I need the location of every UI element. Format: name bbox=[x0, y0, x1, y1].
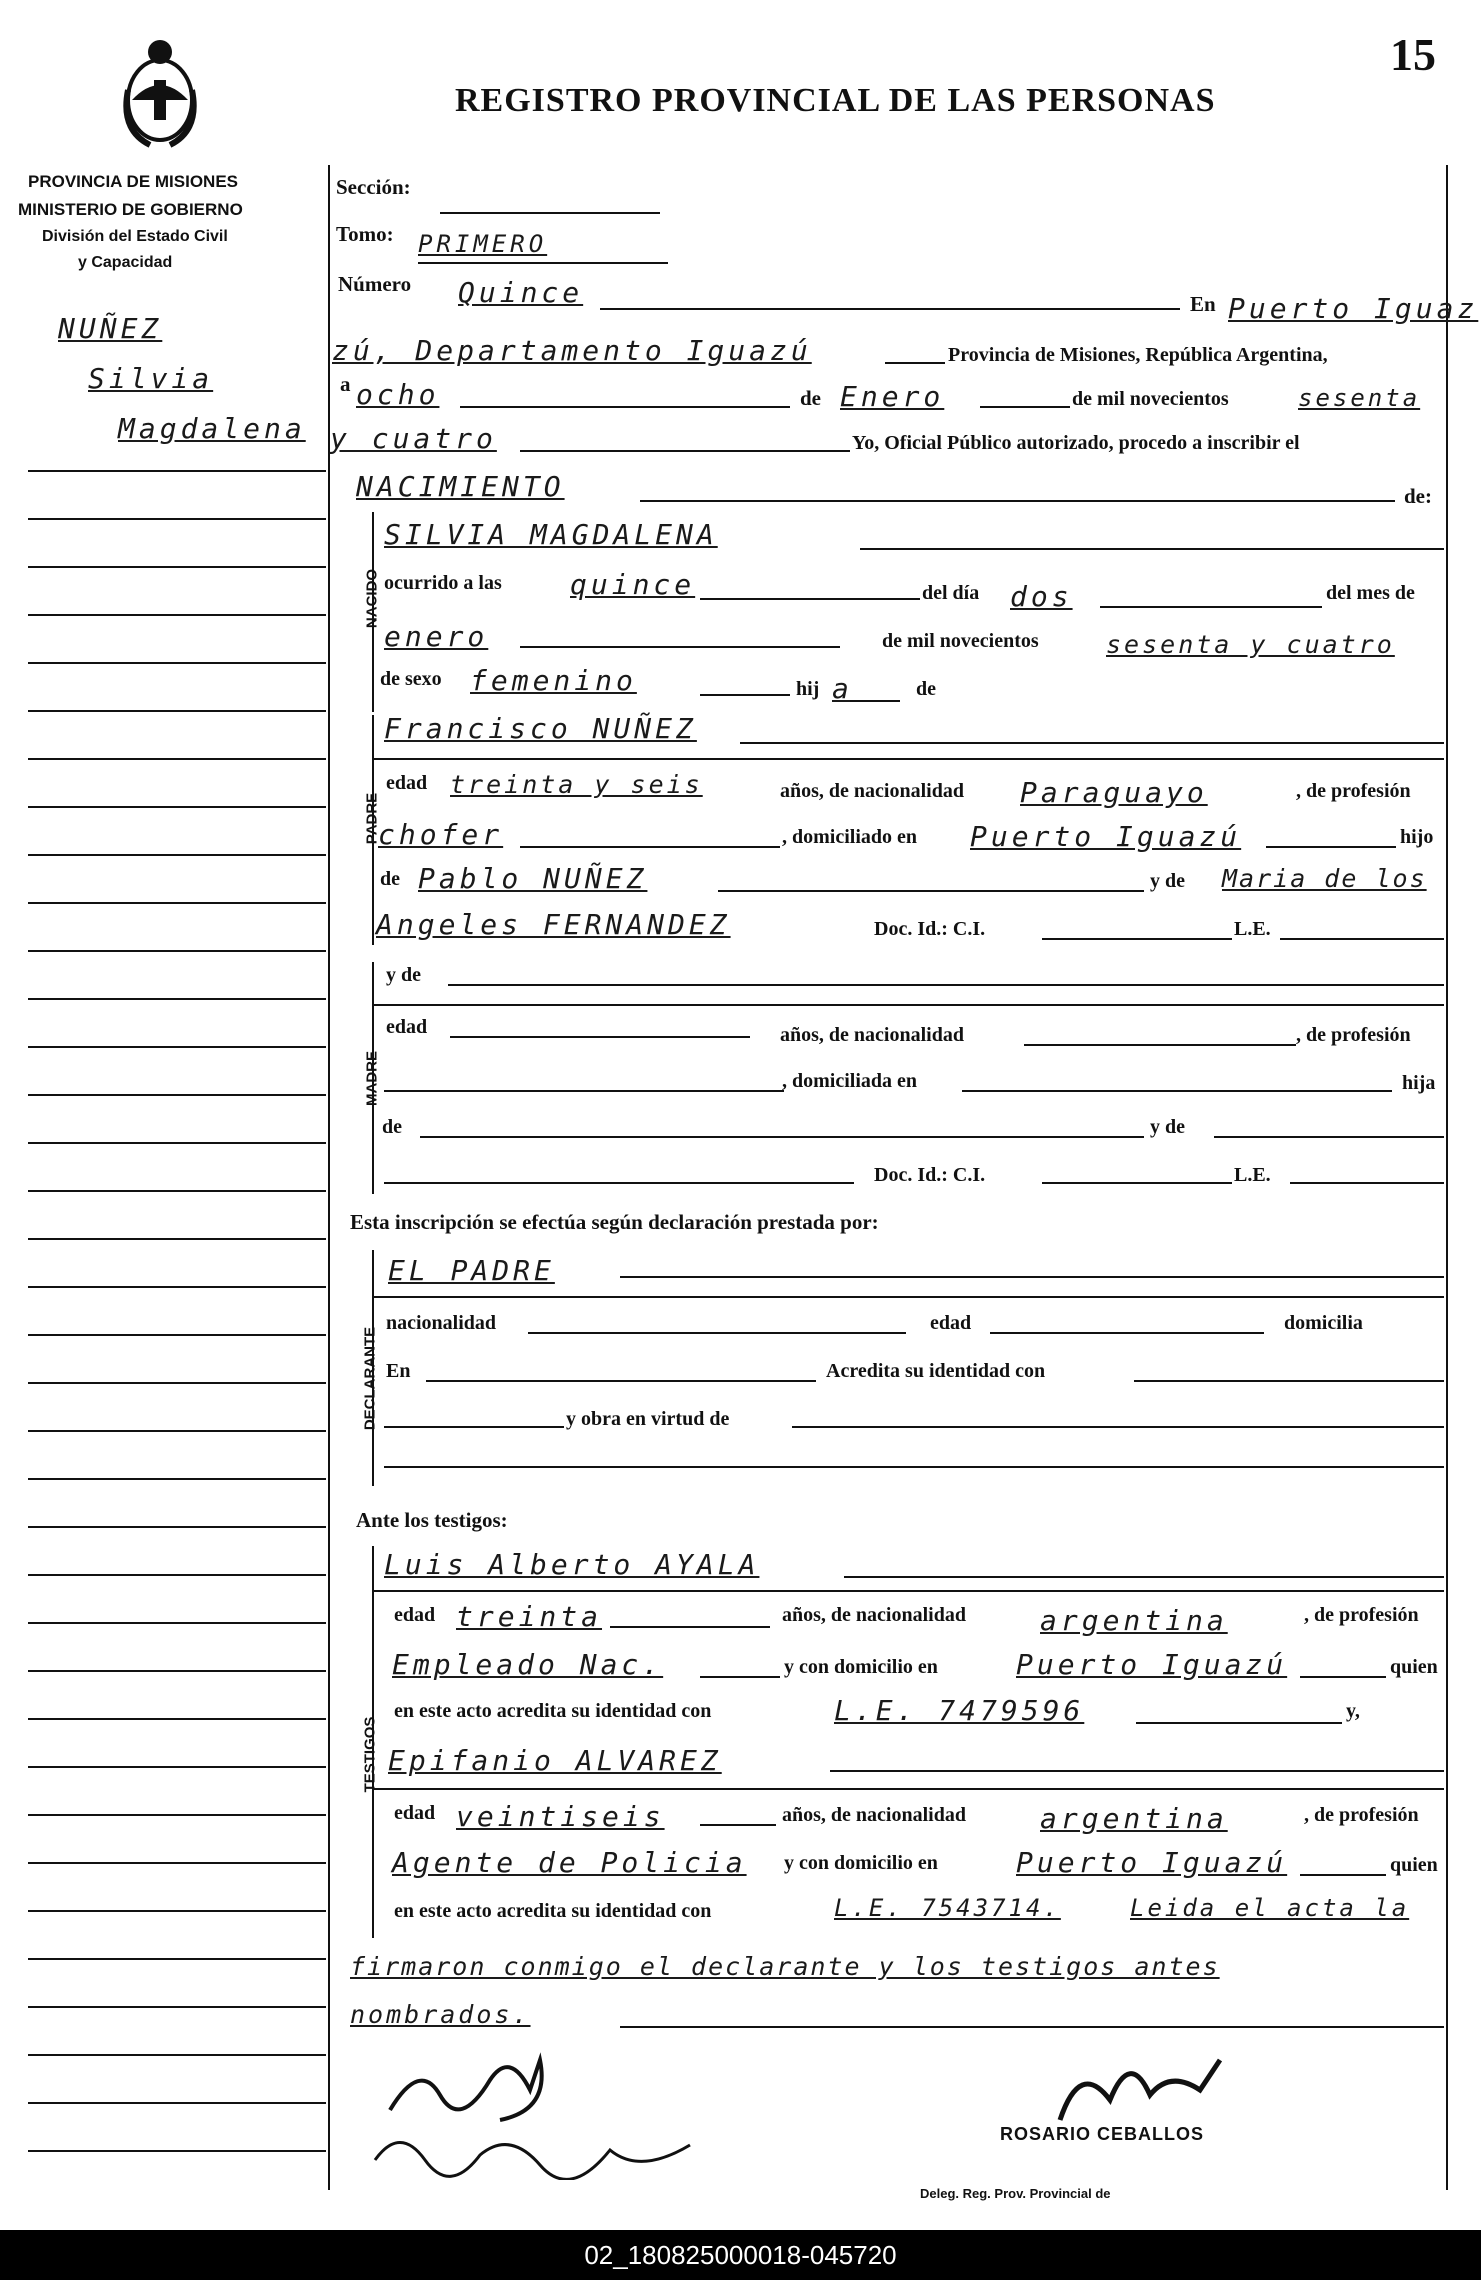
tomo-field-line bbox=[418, 262, 668, 264]
province-label: PROVINCIA DE MISIONES bbox=[28, 172, 239, 191]
padre-profesion-label: , de profesión bbox=[1296, 780, 1411, 802]
margin-rule bbox=[28, 2150, 326, 2152]
form-left-border bbox=[328, 165, 330, 2190]
hij-label: hij bbox=[796, 678, 820, 700]
padre-value: Francisco NUÑEZ bbox=[384, 712, 697, 745]
obra-field-line bbox=[792, 1426, 1444, 1428]
lugar-value-2: zú, Departamento Iguazú bbox=[332, 334, 812, 367]
de-label-hij: de bbox=[916, 678, 936, 700]
anio-field-line bbox=[520, 450, 850, 452]
margin-rule bbox=[28, 1958, 326, 1960]
declarante-field-line-2 bbox=[372, 1296, 1444, 1298]
t2-edad-field-line bbox=[700, 1824, 776, 1826]
de-mil-label-2: de mil novecientos bbox=[882, 630, 1039, 652]
t1-prof-value: Empleado Nac. bbox=[392, 1648, 664, 1681]
declarante-edad-label: edad bbox=[930, 1312, 972, 1334]
madre-prof-field-line bbox=[384, 1090, 784, 1092]
coat-of-arms-emblem bbox=[110, 30, 210, 160]
declarante-blank-line bbox=[384, 1466, 1444, 1468]
form-right-border bbox=[1446, 165, 1448, 2190]
padre-domiciliado-label: , domiciliado en bbox=[782, 826, 918, 848]
madre-name-field-line bbox=[448, 984, 1444, 986]
mes-value: Enero bbox=[840, 380, 945, 413]
footer-filename: 02_180825000018-045720 bbox=[584, 2240, 897, 2270]
declarante-edad-field-line bbox=[990, 1332, 1264, 1334]
declarante-en-label: En bbox=[386, 1360, 411, 1382]
numero-label: Número bbox=[338, 272, 412, 296]
ministry-label: MINISTERIO DE GOBIERNO bbox=[18, 200, 243, 219]
padre-doc-field-line bbox=[1042, 938, 1232, 940]
t1-edad-field-line bbox=[610, 1626, 770, 1628]
numero-field-line bbox=[600, 308, 1180, 310]
mes-nac-field-line bbox=[520, 646, 840, 648]
t1-nac-value: argentina bbox=[1040, 1604, 1228, 1637]
dia-field-line bbox=[460, 406, 790, 408]
sexo-value: femenino bbox=[470, 664, 637, 697]
t2-edad-label: edad bbox=[394, 1802, 436, 1824]
margin-rule bbox=[28, 2006, 326, 2008]
t1-acto-label: en este acto acredita su identidad con bbox=[394, 1700, 712, 1722]
madre-doc-label: Doc. Id.: C.I. bbox=[874, 1164, 986, 1186]
ocurrido-label: ocurrido a las bbox=[384, 572, 502, 594]
margin-rule bbox=[28, 1286, 326, 1288]
acto-field-line bbox=[640, 500, 1395, 502]
margin-rule bbox=[28, 1574, 326, 1576]
nombre-value: SILVIA MAGDALENA bbox=[384, 518, 718, 551]
madre-edad-field-line bbox=[450, 1036, 750, 1038]
margin-rule bbox=[28, 518, 326, 520]
padre-dom-value: Puerto Iguazú bbox=[970, 820, 1242, 853]
acredita-label: Acredita su identidad con bbox=[826, 1360, 1046, 1382]
seccion-field-line bbox=[440, 212, 660, 214]
madre-domiciliada-label: , domiciliada en bbox=[782, 1070, 918, 1092]
provincia-label: Provincia de Misiones, República Argentina, bbox=[948, 344, 1328, 366]
madre-edad-label: edad bbox=[386, 1016, 428, 1038]
lugar-value-1: Puerto Iguaz bbox=[1228, 292, 1479, 325]
y-de-label: y de bbox=[1150, 870, 1185, 892]
hora-field-line bbox=[700, 598, 920, 600]
madre-de-label: de bbox=[382, 1116, 402, 1138]
margin-surname: NUÑEZ bbox=[58, 312, 163, 345]
padre-nac-value: Paraguayo bbox=[1020, 776, 1208, 809]
dia-nac-value: dos bbox=[1010, 580, 1073, 613]
t2-dom-value: Puerto Iguazú bbox=[1016, 1846, 1288, 1879]
abuela-value-1: Maria de los bbox=[1222, 864, 1427, 893]
margin-rule bbox=[28, 614, 326, 616]
anio-value-1: sesenta bbox=[1298, 384, 1421, 412]
margin-rule bbox=[28, 1430, 326, 1432]
padre-field-line bbox=[740, 742, 1444, 744]
margin-rule bbox=[28, 1094, 326, 1096]
t2-anos-label: años, de nacionalidad bbox=[782, 1804, 966, 1826]
margin-rule bbox=[28, 758, 326, 760]
testigos-label: Ante los testigos: bbox=[356, 1508, 508, 1532]
t2-quien-label: quien bbox=[1390, 1854, 1438, 1876]
declarante-en-field-line bbox=[426, 1380, 816, 1382]
t1-anos-label: años, de nacionalidad bbox=[782, 1604, 966, 1626]
hij-suffix-value: a bbox=[832, 672, 853, 705]
t1-prof-field-line bbox=[700, 1676, 780, 1678]
hijo-label: hijo bbox=[1400, 826, 1434, 848]
division-label-2: y Capacidad bbox=[78, 254, 173, 271]
testigo2-value: Epifanio ALVAREZ bbox=[388, 1744, 722, 1777]
de-colon-label: de: bbox=[1404, 484, 1432, 508]
division-label: División del Estado Civil bbox=[42, 228, 228, 245]
en-label: En bbox=[1190, 292, 1216, 316]
padre-edad-value: treinta y seis bbox=[450, 770, 703, 799]
padre-le-field-line bbox=[1280, 938, 1444, 940]
padre-field-line-2 bbox=[372, 758, 1444, 760]
margin-rule bbox=[28, 1718, 326, 1720]
t1-doc-value: L.E. 7479596 bbox=[834, 1694, 1085, 1727]
t1-quien-label: quien bbox=[1390, 1656, 1438, 1678]
t1-y-label: y, bbox=[1346, 1700, 1360, 1722]
madre-dom-field-line bbox=[962, 1090, 1392, 1092]
madre-y-de-label: y de bbox=[386, 964, 421, 986]
acto-value: NACIMIENTO bbox=[356, 470, 565, 503]
page-number: 15 bbox=[1390, 29, 1436, 80]
t1-dom-field-line bbox=[1300, 1676, 1386, 1678]
closing-line-1: Leida el acta la bbox=[1130, 1894, 1410, 1922]
de-label: de bbox=[800, 386, 821, 410]
acredita-field-line bbox=[1134, 1380, 1444, 1382]
footer-bar bbox=[0, 2230, 1481, 2280]
margin-rule bbox=[28, 2054, 326, 2056]
madre-profesion-label: , de profesión bbox=[1296, 1024, 1411, 1046]
sexo-field-line bbox=[700, 694, 790, 696]
abuelo-value: Pablo NUÑEZ bbox=[418, 862, 648, 895]
madre-de-field-line bbox=[420, 1136, 1144, 1138]
del-mes-label: del mes de bbox=[1326, 582, 1415, 604]
closing-line-2: firmaron conmigo el declarante y los testigos antes bbox=[350, 1952, 1220, 1981]
page-title: REGISTRO PROVINCIAL DE LAS PERSONAS bbox=[455, 82, 1216, 119]
margin-rule bbox=[28, 1142, 326, 1144]
t1-dom-value: Puerto Iguazú bbox=[1016, 1648, 1288, 1681]
padre-prof-field-line bbox=[520, 846, 780, 848]
signature-testigos bbox=[370, 2120, 700, 2180]
declaracion-label: Esta inscripción se efectúa según declaración prestada por: bbox=[350, 1210, 879, 1234]
stamp-title: Deleg. Reg. Prov. Provincial de bbox=[920, 2186, 1111, 2201]
margin-rule bbox=[28, 806, 326, 808]
declarante-nac-field-line bbox=[528, 1332, 906, 1334]
margin-name-2: Magdalena bbox=[118, 412, 306, 445]
margin-rule bbox=[28, 1910, 326, 1912]
signature-declarante bbox=[380, 2040, 580, 2130]
margin-rule bbox=[28, 1382, 326, 1384]
hora-value: quince bbox=[570, 568, 696, 601]
madre-y-de-field-line bbox=[1214, 1136, 1444, 1138]
t1-edad-label: edad bbox=[394, 1604, 436, 1626]
anio-nac-value: sesenta y cuatro bbox=[1106, 630, 1395, 659]
declarante-value: EL PADRE bbox=[388, 1254, 555, 1287]
obra-lead-line bbox=[384, 1426, 564, 1428]
abuela-value-2: Angeles FERNANDEZ bbox=[376, 908, 731, 941]
t2-nac-value: argentina bbox=[1040, 1802, 1228, 1835]
declarante-field-line bbox=[620, 1276, 1444, 1278]
hija-label: hija bbox=[1402, 1072, 1436, 1094]
padre-dom-field-line bbox=[1266, 846, 1396, 848]
t2-prof-value: Agente de Policia bbox=[392, 1846, 747, 1879]
margin-rule bbox=[28, 710, 326, 712]
t1-con-domicilio-label: y con domicilio en bbox=[784, 1656, 938, 1678]
margin-rule bbox=[28, 470, 326, 472]
t2-con-domicilio-label: y con domicilio en bbox=[784, 1852, 938, 1874]
stamp-name: ROSARIO CEBALLOS bbox=[1000, 2124, 1205, 2144]
abuelo-field-line bbox=[718, 890, 1144, 892]
closing-line-3: nombrados. bbox=[350, 2000, 531, 2029]
de-sexo-label: de sexo bbox=[380, 668, 442, 690]
padre-anos-label: años, de nacionalidad bbox=[780, 780, 964, 802]
margin-rule bbox=[28, 1526, 326, 1528]
margin-rule bbox=[28, 902, 326, 904]
margin-rule bbox=[28, 1478, 326, 1480]
t1-edad-value: treinta bbox=[456, 1600, 603, 1633]
t1-profesion-label: , de profesión bbox=[1304, 1604, 1419, 1626]
t2-edad-value: veintiseis bbox=[456, 1800, 665, 1833]
margin-rule bbox=[28, 2102, 326, 2104]
margin-rule bbox=[28, 854, 326, 856]
margin-rule bbox=[28, 1046, 326, 1048]
mes-nac-value: enero bbox=[384, 620, 489, 653]
margin-rule bbox=[28, 998, 326, 1000]
nacido-section-label: NACIDO bbox=[363, 568, 381, 629]
closing-field-line bbox=[620, 2026, 1444, 2028]
padre-edad-label: edad bbox=[386, 772, 428, 794]
padre-de-label: de bbox=[380, 868, 400, 890]
margin-rule bbox=[28, 566, 326, 568]
margin-rule bbox=[28, 1862, 326, 1864]
yo-label: Yo, Oficial Público autorizado, procedo a inscribir el bbox=[852, 432, 1300, 454]
del-dia-label: del día bbox=[922, 582, 980, 604]
testigos-section-label: TESTIGOS bbox=[361, 1716, 379, 1793]
margin-rule bbox=[28, 1766, 326, 1768]
t1-doc-field-line bbox=[1136, 1722, 1342, 1724]
madre-anos-label: años, de nacionalidad bbox=[780, 1024, 964, 1046]
anio-value-2: y cuatro bbox=[330, 422, 497, 455]
margin-rule bbox=[28, 1670, 326, 1672]
padre-le-label: L.E. bbox=[1234, 918, 1271, 940]
mes-field-line bbox=[980, 406, 1070, 408]
madre-y-de-label-2: y de bbox=[1150, 1116, 1185, 1138]
nombre-field-line bbox=[860, 548, 1444, 550]
lugar-field-line bbox=[885, 362, 945, 364]
testigo2-field-line bbox=[830, 1770, 1444, 1772]
margin-rule bbox=[28, 950, 326, 952]
padre-prof-value: chofer bbox=[378, 818, 504, 851]
margin-rule bbox=[28, 662, 326, 664]
signature-oficial bbox=[1040, 2040, 1240, 2130]
domicilia-label: domicilia bbox=[1284, 1312, 1363, 1334]
margin-rule bbox=[28, 1238, 326, 1240]
declarante-section-label: DECLARANTE bbox=[361, 1326, 379, 1431]
testigo1-value: Luis Alberto AYALA bbox=[384, 1548, 760, 1581]
madre-le-field-line bbox=[1290, 1182, 1444, 1184]
testigo1-field-line bbox=[844, 1576, 1444, 1578]
madre-section-label: MADRE bbox=[363, 1051, 381, 1106]
margin-rule bbox=[28, 1334, 326, 1336]
madre-doc-field-line bbox=[1042, 1182, 1232, 1184]
padre-section-label: PADRE bbox=[363, 792, 381, 845]
testigo1-field-line-2 bbox=[372, 1590, 1444, 1592]
seccion-label: Sección: bbox=[336, 175, 411, 199]
declarante-nac-label: nacionalidad bbox=[386, 1312, 497, 1334]
hij-field-line bbox=[850, 700, 900, 702]
madre-doc-lead-line bbox=[384, 1182, 854, 1184]
t2-doc-value: L.E. 7543714. bbox=[834, 1894, 1061, 1922]
madre-name-field-line-2 bbox=[372, 1004, 1444, 1006]
numero-value: Quince bbox=[458, 276, 584, 309]
de-mil-label: de mil novecientos bbox=[1072, 388, 1229, 410]
testigo2-field-line-2 bbox=[372, 1788, 1444, 1790]
margin-rule bbox=[28, 1622, 326, 1624]
dia-nac-field-line bbox=[1100, 606, 1322, 608]
madre-le-label: L.E. bbox=[1234, 1164, 1271, 1186]
tomo-value: PRIMERO bbox=[418, 230, 548, 258]
madre-nac-field-line bbox=[1024, 1044, 1296, 1046]
margin-rule bbox=[28, 1814, 326, 1816]
t2-dom-field-line bbox=[1300, 1874, 1386, 1876]
obra-label: y obra en virtud de bbox=[566, 1408, 730, 1430]
padre-doc-label: Doc. Id.: C.I. bbox=[874, 918, 986, 940]
t2-acto-label: en este acto acredita su identidad con bbox=[394, 1900, 712, 1922]
a-label: a bbox=[340, 372, 351, 396]
tomo-label: Tomo: bbox=[336, 222, 394, 246]
t2-profesion-label: , de profesión bbox=[1304, 1804, 1419, 1826]
margin-rule bbox=[28, 1190, 326, 1192]
margin-name-1: Silvia bbox=[88, 362, 214, 395]
dia-value: ocho bbox=[356, 378, 440, 411]
